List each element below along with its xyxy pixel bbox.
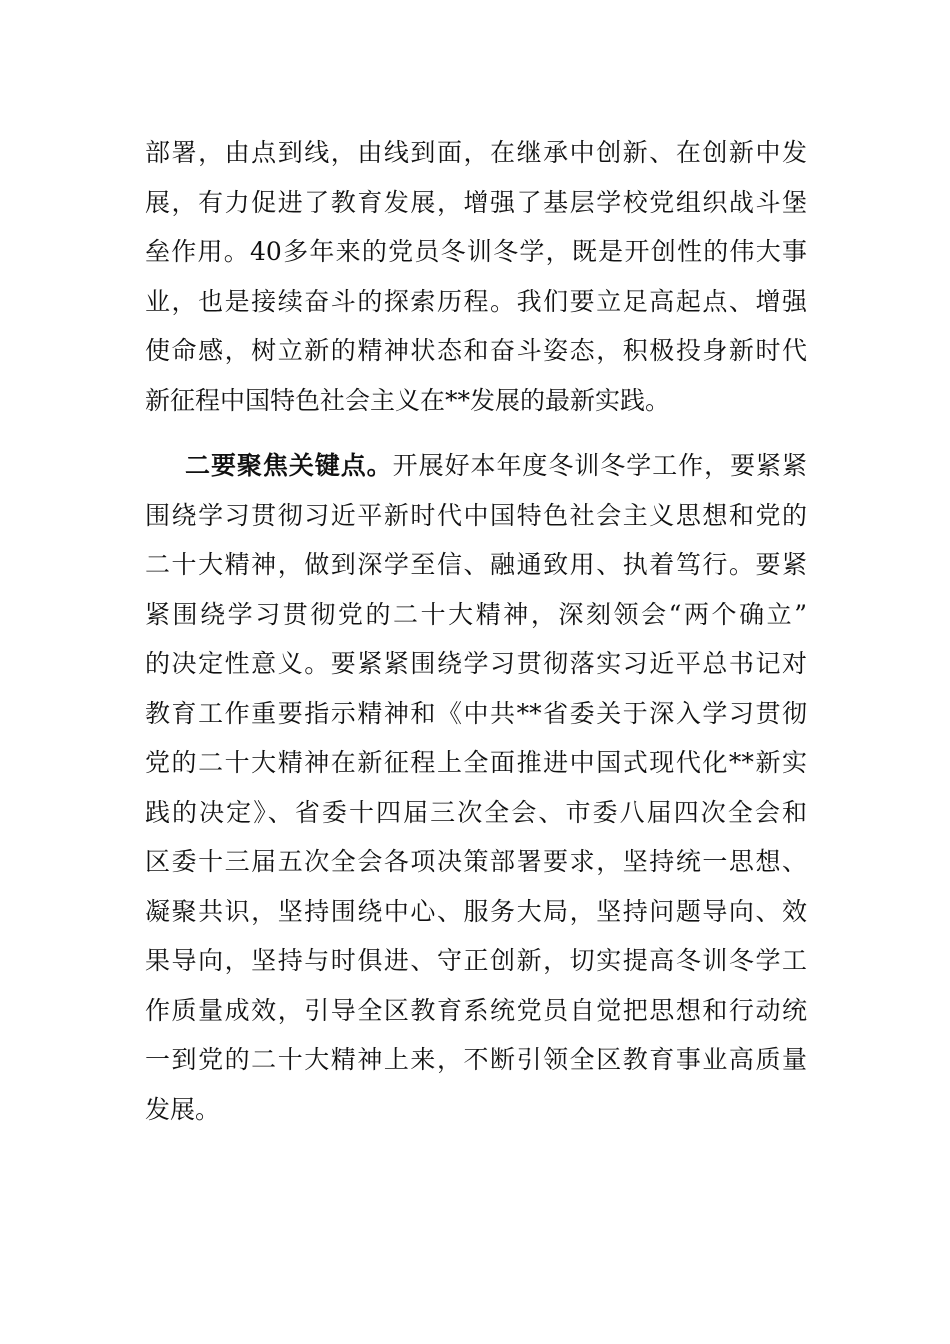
text-line: 区委十三届五次全会各项决策部署要求，坚持统一思想、 (145, 847, 807, 876)
text-line: 围绕学习贯彻习近平新时代中国特色社会主义思想和党的 (145, 500, 807, 530)
paragraph-2 (145, 441, 807, 1134)
section-heading: 二要聚焦关键点。 (185, 451, 393, 480)
text-line: 的决定性意义。要紧紧围绕学习贯彻落实习近平总书记对 (145, 649, 807, 678)
text-line: 部署，由点到线，由线到面，在继承中创新、在创新中发 (145, 138, 807, 167)
text-line: 使命感，树立新的精神状态和奋斗姿态，积极投身新时代 (145, 336, 807, 365)
paragraph-first-line (145, 441, 807, 491)
text-line: 践的决定》、省委十四届三次全会、市委八届四次全会和 (145, 797, 807, 827)
paragraph-1 (145, 128, 807, 425)
text-line: 一到党的二十大精神上来，不断引领全区教育事业高质量 (145, 1045, 807, 1074)
text-line: 业，也是接续奋斗的探索历程。我们要立足高起点、增强 (145, 286, 807, 316)
text-line: 教育工作重要指示精神和《中共**省委关于深入学习贯彻 (145, 698, 807, 728)
text-line: 作质量成效，引导全区教育系统党员自觉把思想和行动统 (145, 995, 807, 1025)
text-line: 党的二十大精神在新征程上全面推进中国式现代化**新实 (145, 748, 807, 777)
text-line: 凝聚共识，坚持围绕中心、服务大局，坚持问题导向、效 (145, 896, 807, 926)
first-line-text: 开展好本年度冬训冬学工作，要紧紧 (392, 451, 807, 480)
text-line: 垒作用。40多年来的党员冬训冬学，既是开创性的伟大事 (145, 237, 807, 266)
text-line: 紧围绕学习贯彻党的二十大精神，深刻领会“两个确立” (145, 599, 807, 629)
text-line: 展，有力促进了教育发展，增强了基层学校党组织战斗堡 (145, 187, 807, 217)
text-line: 新征程中国特色社会主义在**发展的最新实践。 (145, 385, 671, 415)
text-line: 果导向，坚持与时俱进、守正创新，切实提高冬训冬学工 (145, 946, 807, 975)
text-line: 发展。 (145, 1094, 221, 1124)
text-line: 二十大精神，做到深学至信、融通致用、执着笃行。要紧 (145, 550, 807, 579)
